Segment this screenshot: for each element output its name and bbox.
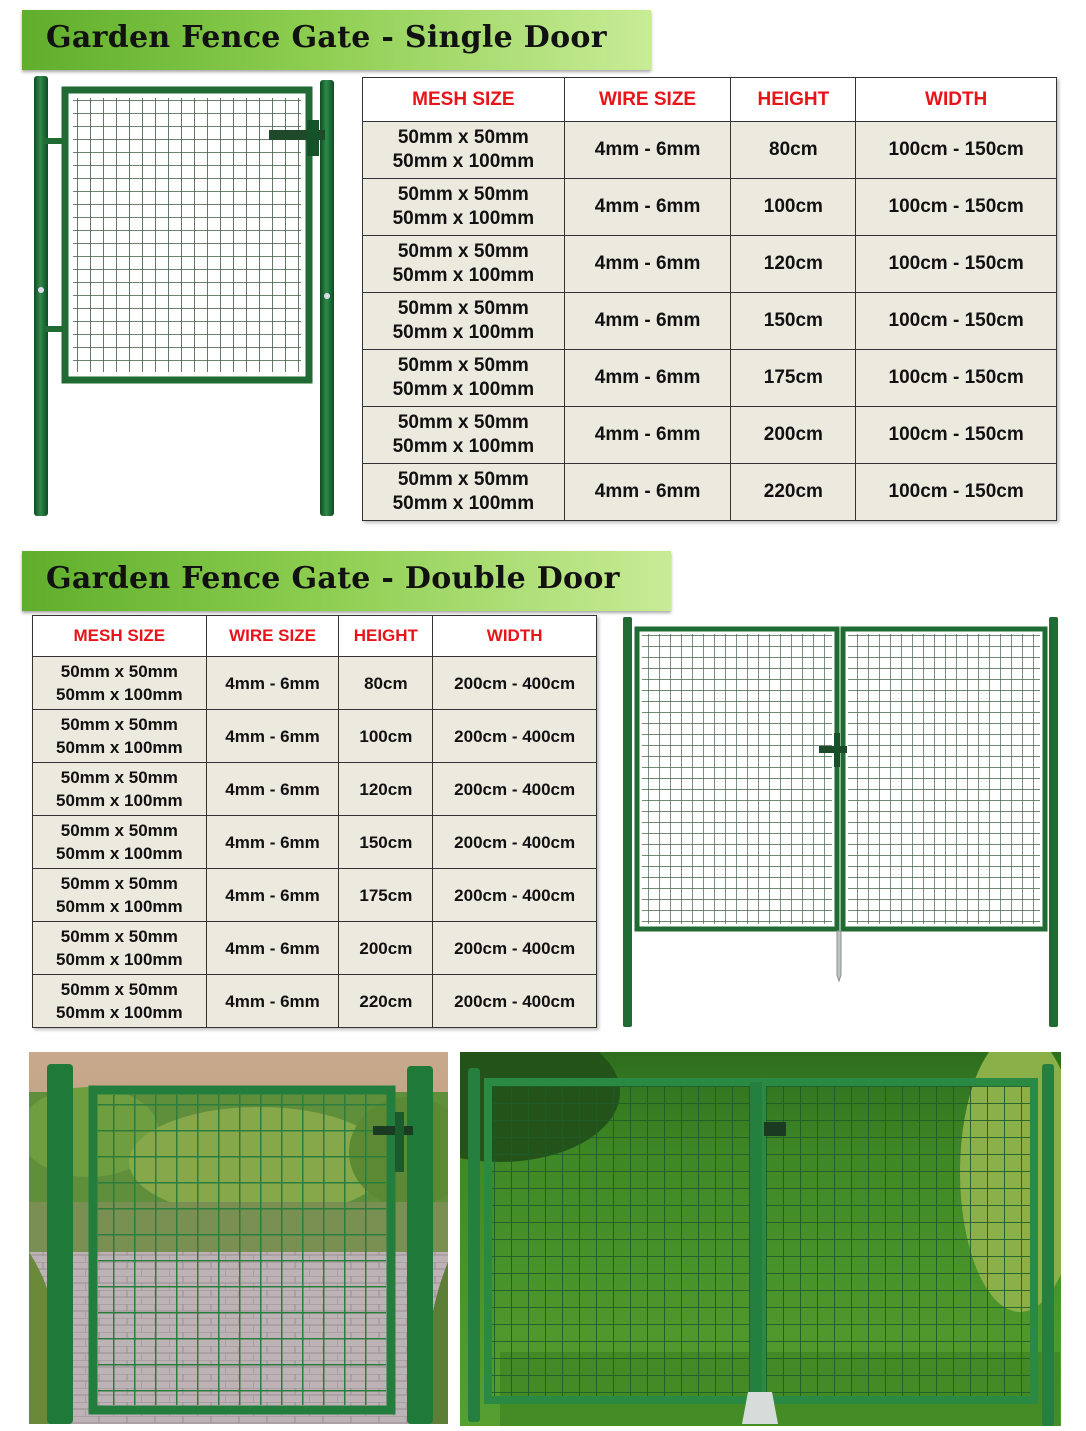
height-cell: 175cm (339, 869, 433, 922)
mesh-size-cell (33, 869, 207, 922)
header-wire-size: WIRE SIZE (564, 78, 731, 122)
single-door-banner (22, 10, 651, 70)
table-row (363, 407, 1057, 464)
header-mesh-size: MESH SIZE (33, 616, 207, 657)
mesh-size-line-2: 50mm x 100mm (392, 493, 535, 514)
mesh-size-line-1: 50mm x 50mm (60, 927, 178, 946)
header-width: WIDTH (856, 78, 1057, 122)
table-row (33, 975, 597, 1028)
mesh-size-cell (363, 122, 565, 179)
mesh-size-line-1: 50mm x 50mm (60, 768, 178, 787)
mesh-size-line-1: 50mm x 50mm (397, 412, 529, 433)
header-width: WIDTH (433, 616, 597, 657)
double-door-title: Garden Fence Gate - Double Door (46, 561, 620, 596)
width-cell: 200cm - 400cm (433, 816, 597, 869)
height-cell: 220cm (339, 975, 433, 1028)
mesh-size-line-1: 50mm x 50mm (397, 298, 529, 319)
height-cell: 120cm (339, 763, 433, 816)
wire-size-cell: 4mm - 6mm (206, 922, 339, 975)
mesh-size-line-1: 50mm x 50mm (60, 715, 178, 734)
mesh-size-line-1: 50mm x 50mm (397, 184, 529, 205)
wire-size-cell: 4mm - 6mm (206, 975, 339, 1028)
table-header-row (363, 78, 1057, 122)
wire-size-cell: 4mm - 6mm (564, 407, 731, 464)
mesh-size-cell (363, 350, 565, 407)
wire-size-cell: 4mm - 6mm (564, 236, 731, 293)
width-cell: 200cm - 400cm (433, 869, 597, 922)
double-door-banner (22, 551, 671, 611)
wire-size-cell: 4mm - 6mm (564, 464, 731, 521)
width-cell: 100cm - 150cm (856, 293, 1057, 350)
mesh-size-cell (33, 710, 207, 763)
table-row (363, 236, 1057, 293)
wire-size-cell: 4mm - 6mm (206, 869, 339, 922)
height-cell: 150cm (339, 816, 433, 869)
header-mesh-size: MESH SIZE (363, 78, 565, 122)
table-row (33, 710, 597, 763)
height-cell: 175cm (731, 350, 856, 407)
mesh-size-line-2: 50mm x 100mm (392, 322, 535, 343)
height-cell: 120cm (731, 236, 856, 293)
single-gate-garden-photo (29, 1052, 448, 1424)
mesh-size-line-1: 50mm x 50mm (397, 241, 529, 262)
table-row (363, 350, 1057, 407)
mesh-size-cell (363, 236, 565, 293)
wire-size-cell: 4mm - 6mm (564, 293, 731, 350)
width-cell: 100cm - 150cm (856, 464, 1057, 521)
mesh-size-cell (363, 179, 565, 236)
wire-size-cell: 4mm - 6mm (564, 350, 731, 407)
mesh-size-line-2: 50mm x 100mm (392, 379, 535, 400)
mesh-size-line-2: 50mm x 100mm (56, 1003, 183, 1022)
mesh-size-line-1: 50mm x 50mm (60, 821, 178, 840)
table-row (363, 293, 1057, 350)
mesh-size-line-2: 50mm x 100mm (392, 436, 535, 457)
height-cell: 80cm (731, 122, 856, 179)
mesh-size-line-2: 50mm x 100mm (392, 151, 535, 172)
mesh-size-cell (33, 975, 207, 1028)
width-cell: 200cm - 400cm (433, 922, 597, 975)
width-cell: 100cm - 150cm (856, 350, 1057, 407)
single-door-spec-table (362, 77, 1057, 521)
height-cell: 220cm (731, 464, 856, 521)
wire-size-cell: 4mm - 6mm (564, 179, 731, 236)
table-row (33, 657, 597, 710)
width-cell: 100cm - 150cm (856, 122, 1057, 179)
mesh-size-cell (33, 816, 207, 869)
height-cell: 200cm (339, 922, 433, 975)
mesh-size-line-2: 50mm x 100mm (56, 685, 183, 704)
width-cell: 200cm - 400cm (433, 975, 597, 1028)
mesh-size-line-2: 50mm x 100mm (392, 208, 535, 229)
mesh-size-line-2: 50mm x 100mm (392, 265, 535, 286)
table-row (33, 816, 597, 869)
height-cell: 100cm (731, 179, 856, 236)
mesh-size-line-1: 50mm x 50mm (397, 469, 529, 490)
mesh-size-cell (363, 464, 565, 521)
mesh-size-line-1: 50mm x 50mm (397, 355, 529, 376)
table-row (363, 464, 1057, 521)
mesh-size-line-1: 50mm x 50mm (60, 662, 178, 681)
mesh-size-line-2: 50mm x 100mm (56, 738, 183, 757)
table-row (33, 763, 597, 816)
table-row (33, 922, 597, 975)
mesh-size-line-1: 50mm x 50mm (397, 127, 529, 148)
wire-size-cell: 4mm - 6mm (206, 816, 339, 869)
mesh-size-line-2: 50mm x 100mm (56, 897, 183, 916)
width-cell: 100cm - 150cm (856, 407, 1057, 464)
mesh-size-line-2: 50mm x 100mm (56, 950, 183, 969)
width-cell: 200cm - 400cm (433, 710, 597, 763)
mesh-size-cell (33, 657, 207, 710)
width-cell: 100cm - 150cm (856, 179, 1057, 236)
mesh-size-line-1: 50mm x 50mm (60, 980, 178, 999)
height-cell: 100cm (339, 710, 433, 763)
mesh-size-cell (363, 293, 565, 350)
wire-size-cell: 4mm - 6mm (564, 122, 731, 179)
height-cell: 80cm (339, 657, 433, 710)
height-cell: 200cm (731, 407, 856, 464)
table-header-row (33, 616, 597, 657)
mesh-size-cell (363, 407, 565, 464)
wire-size-cell: 4mm - 6mm (206, 763, 339, 816)
wire-size-cell: 4mm - 6mm (206, 710, 339, 763)
wire-size-cell: 4mm - 6mm (206, 657, 339, 710)
table-row (363, 179, 1057, 236)
width-cell: 100cm - 150cm (856, 236, 1057, 293)
header-height: HEIGHT (339, 616, 433, 657)
double-gate-image (615, 613, 1065, 1033)
width-cell: 200cm - 400cm (433, 657, 597, 710)
header-height: HEIGHT (731, 78, 856, 122)
table-row (33, 869, 597, 922)
height-cell: 150cm (731, 293, 856, 350)
mesh-size-line-2: 50mm x 100mm (56, 844, 183, 863)
single-gate-image (25, 74, 345, 520)
mesh-size-cell (33, 763, 207, 816)
mesh-size-cell (33, 922, 207, 975)
single-door-title: Garden Fence Gate - Single Door (46, 20, 607, 55)
double-gate-lawn-photo (460, 1052, 1061, 1426)
mesh-size-line-1: 50mm x 50mm (60, 874, 178, 893)
table-row (363, 122, 1057, 179)
width-cell: 200cm - 400cm (433, 763, 597, 816)
double-door-spec-table (32, 615, 597, 1028)
mesh-size-line-2: 50mm x 100mm (56, 791, 183, 810)
header-wire-size: WIRE SIZE (206, 616, 339, 657)
